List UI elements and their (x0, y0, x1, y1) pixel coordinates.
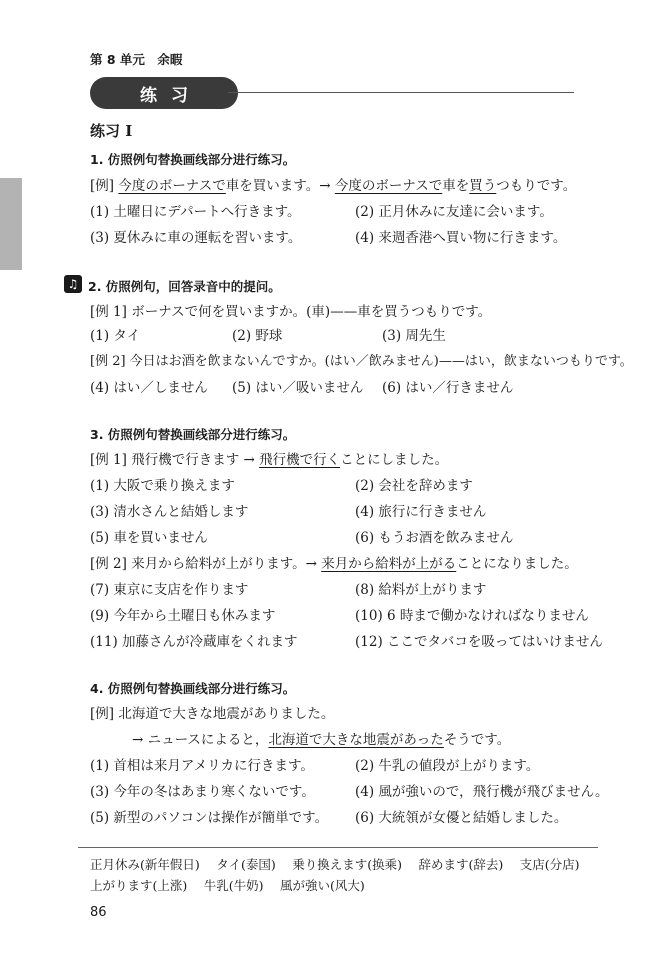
chapter-tab (0, 178, 22, 270)
headphone-icon: ♫ (64, 275, 82, 293)
list-item: (11) 加藤さんが冷蔵庫をくれます (90, 634, 298, 650)
exercise-banner: 练习 (90, 77, 238, 109)
q2-heading: 2. 仿照例句，回答录音中的提问。 (88, 279, 281, 294)
list-item: (10) 6 時まで働かなければなりません (355, 608, 589, 624)
list-item: (2) 野球 (232, 328, 283, 344)
q3-example-1: [例 1] 飛行機で行きます → 飛行機で行くことにしました。 (90, 452, 449, 468)
list-item: (5) はい／吸いません (232, 380, 364, 396)
q3-heading: 3. 仿照例句替换画线部分进行练习。 (90, 427, 296, 442)
list-item: (3) 周先生 (382, 328, 446, 344)
banner-rule (228, 92, 574, 93)
list-item: (7) 東京に支店を作ります (90, 582, 249, 598)
list-item: (4) 旅行に行きません (355, 504, 487, 520)
list-item: (2) 牛乳の値段が上がります。 (355, 758, 540, 774)
list-item: (1) 大阪で乗り換えます (90, 478, 235, 494)
vocab-entry: 上がります(上涨) (90, 878, 188, 893)
vocab-divider (78, 847, 598, 848)
list-item: (2) 正月休みに友達に会います。 (355, 204, 553, 220)
q3-example-2: [例 2] 来月から給料が上がります。→ 来月から給料が上がることになりました。 (90, 556, 578, 572)
list-item: (5) 新型のパソコンは操作が簡単です。 (90, 810, 329, 826)
list-item: (4) はい／しません (90, 380, 208, 396)
vocab-entry: 牛乳(牛奶) (203, 878, 264, 893)
q2-example-1: [例 1] ボーナスで何を買いますか。(車)——車を買うつもりです。 (90, 304, 492, 320)
page-number: 86 (90, 905, 107, 920)
vocab-entry: タイ(泰国) (216, 857, 276, 872)
list-item: (8) 給料が上がります (355, 582, 487, 598)
list-item: (1) 土曜日にデパートへ行きます。 (90, 204, 301, 220)
vocab-entry: 支店(分店) (519, 857, 580, 872)
list-item: (3) 清水さんと結婚します (90, 504, 249, 520)
q4-heading: 4. 仿照例句替换画线部分进行练习。 (90, 681, 296, 696)
list-item: (4) 風が強いので，飛行機が飛びません。 (355, 784, 609, 800)
list-item: (12) ここでタバコを吸ってはいけません (355, 634, 603, 650)
vocab-row-1 (90, 855, 580, 873)
q1-heading: 1. 仿照例句替换画线部分进行练习。 (90, 152, 296, 167)
list-item: (6) はい／行きません (382, 380, 514, 396)
vocab-entry: 辞めます(辞去) (418, 857, 504, 872)
list-item: (4) 来週香港へ買い物に行きます。 (355, 230, 567, 246)
list-item: (9) 今年から土曜日も休みます (90, 608, 276, 624)
q1-example: [例] 今度のボーナスで車を買います。→ 今度のボーナスで車を買うつもりです。 (90, 178, 577, 194)
vocab-entry: 乗り換えます(换乘) (292, 857, 403, 872)
list-item: (5) 車を買いません (90, 530, 208, 546)
q2-example-2: [例 2] 今日はお酒を飲まないんですか。(はい／飲みません)——はい，飲まないつもりです。 (90, 354, 633, 369)
q4-example-line-1: [例] 北海道で大きな地震がありました。 (90, 706, 335, 722)
list-item: (6) もうお酒を飲みません (355, 530, 514, 546)
list-item: (3) 今年の冬はあまり寒くないです。 (90, 784, 315, 800)
running-head: 第 8 单元 余暇 (90, 52, 183, 67)
list-item: (1) 首相は来月アメリカに行きます。 (90, 758, 314, 774)
list-item: (2) 会社を辞めます (355, 478, 473, 494)
q4-example-line-2: → ニュースによると，北海道で大きな地震があったそうです。 (132, 732, 511, 748)
vocab-entry: 正月休み(新年假日) (90, 857, 200, 872)
list-item: (3) 夏休みに車の運転を習います。 (90, 230, 302, 246)
vocab-row-2 (90, 876, 365, 894)
section-heading: 练习 I (90, 122, 133, 140)
list-item: (6) 大統領が女優と結婚しました。 (355, 810, 568, 826)
vocab-entry: 風が強い(风大) (280, 878, 365, 893)
list-item: (1) タイ (90, 328, 141, 344)
